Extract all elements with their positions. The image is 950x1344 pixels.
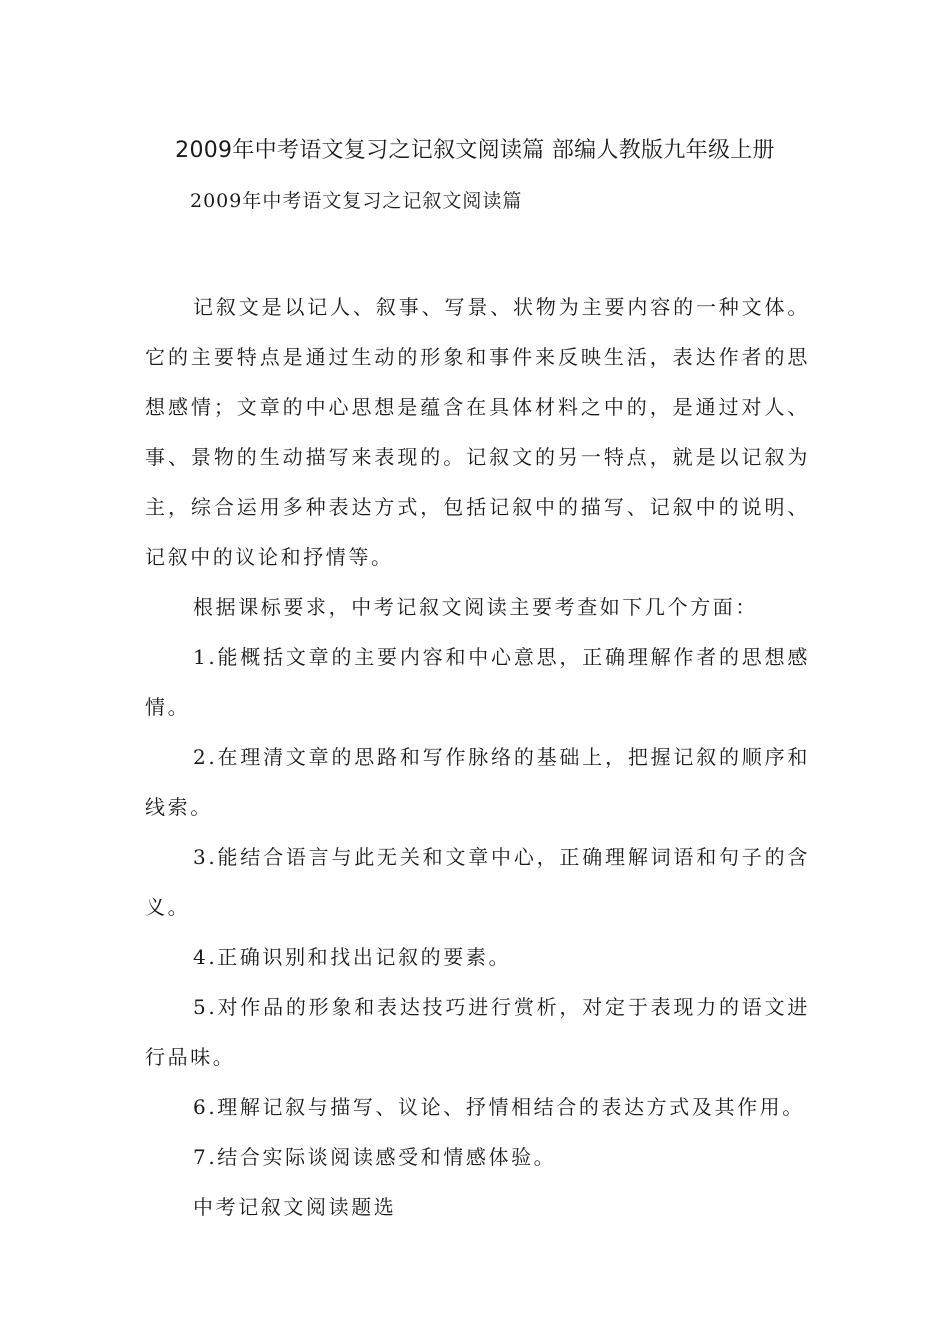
list-item: 3.能结合语言与此无关和文章中心，正确理解词语和句子的含义。 <box>145 845 810 919</box>
paragraph-requirements: 根据课标要求，中考记叙文阅读主要考查如下几个方面： <box>193 595 758 619</box>
list-item: 5.对作品的形象和表达技巧进行赏析，对定于表现力的语文进行品味。 <box>145 995 810 1069</box>
list-item: 1.能概括文章的主要内容和中心意思，正确理解作者的思想感情。 <box>145 645 810 719</box>
list-item: 6.理解记叙与描写、议论、抒情相结合的表达方式及其作用。 <box>193 1095 805 1119</box>
list-item: 2.在理清文章的思路和写作脉络的基础上，把握记叙的顺序和线索。 <box>145 745 810 819</box>
section-heading: 中考记叙文阅读题选 <box>193 1195 397 1219</box>
paragraph-intro: 记叙文是以记人、叙事、写景、状物为主要内容的一种文体。它的主要特点是通过生动的形象和事件来反映生活，表达作者的思想感情；文章的中心思想是蕴含在具体材料之中的，是通过对人、事、景物的生动描写来表现的。记叙文的另一特点，就是以记叙为主，综合运用多种表达方式，包括记叙中的描写、记叙中的说明、记叙中的议论和抒情等。 <box>145 295 810 569</box>
document-body <box>145 282 810 1232</box>
list-item: 4.正确识别和找出记叙的要素。 <box>193 945 512 969</box>
list-item: 7.结合实际谈阅读感受和情感体验。 <box>193 1145 557 1169</box>
document-subtitle: 2009年中考语文复习之记叙文阅读篇 <box>190 190 523 212</box>
document-title: 2009年中考语文复习之记叙文阅读篇 部编人教版九年级上册 <box>175 138 775 163</box>
